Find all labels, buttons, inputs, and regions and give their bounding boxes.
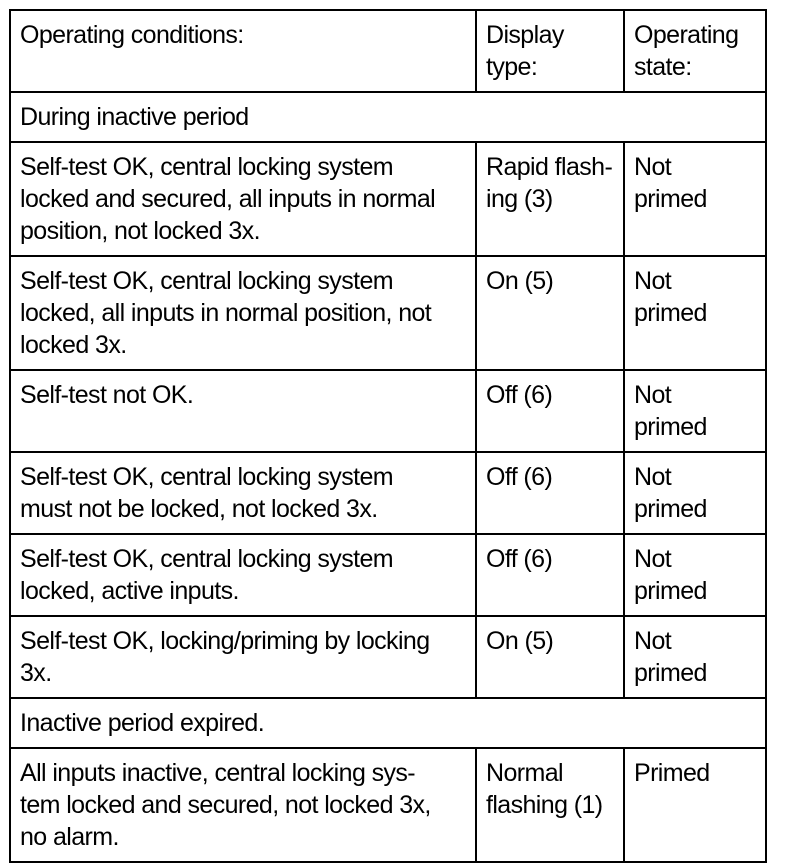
table-row	[10, 370, 766, 452]
table-row	[10, 256, 766, 370]
condition-cell: Self-test OK, central locking system locked, all inputs in normal position, not locked 3x.	[10, 256, 476, 370]
operating-state-cell: Primed	[624, 748, 766, 862]
table-row	[10, 452, 766, 534]
header-operating-state: Operating state:	[624, 10, 766, 92]
table-header-row	[10, 10, 766, 92]
operating-state-cell: Not primed	[624, 370, 766, 452]
display-type-cell: On (5)	[476, 256, 624, 370]
display-type-cell: On (5)	[476, 616, 624, 698]
operating-state-cell: Not primed	[624, 142, 766, 256]
display-type-cell: Off (6)	[476, 452, 624, 534]
display-type-cell: Off (6)	[476, 370, 624, 452]
operating-state-cell: Not primed	[624, 256, 766, 370]
operating-state-cell: Not primed	[624, 534, 766, 616]
display-type-cell: Normal flashing (1)	[476, 748, 624, 862]
display-type-cell: Off (6)	[476, 534, 624, 616]
table-row	[10, 534, 766, 616]
table-row	[10, 616, 766, 698]
header-operating-conditions: Operating conditions:	[10, 10, 476, 92]
condition-cell: Self-test not OK.	[10, 370, 476, 452]
section-label: Inactive period expired.	[10, 698, 766, 748]
table-row	[10, 142, 766, 256]
operating-conditions-table	[9, 9, 767, 863]
section-row-inactive-expired	[10, 698, 766, 748]
operating-state-cell: Not primed	[624, 452, 766, 534]
condition-cell: Self-test OK, central locking system must not be locked, not locked 3x.	[10, 452, 476, 534]
display-type-cell: Rapid flash- ing (3)	[476, 142, 624, 256]
condition-cell: All inputs inactive, central locking sys- tem locked and secured, not locked 3x, no alarm.	[10, 748, 476, 862]
condition-cell: Self-test OK, locking/priming by locking 3x.	[10, 616, 476, 698]
condition-cell: Self-test OK, central locking system locked, active inputs.	[10, 534, 476, 616]
table-row	[10, 748, 766, 862]
header-display-type: Display type:	[476, 10, 624, 92]
operating-state-cell: Not primed	[624, 616, 766, 698]
section-row-inactive-period	[10, 92, 766, 142]
condition-cell: Self-test OK, central locking system locked and secured, all inputs in normal position, not locked 3x.	[10, 142, 476, 256]
section-label: During inactive period	[10, 92, 766, 142]
